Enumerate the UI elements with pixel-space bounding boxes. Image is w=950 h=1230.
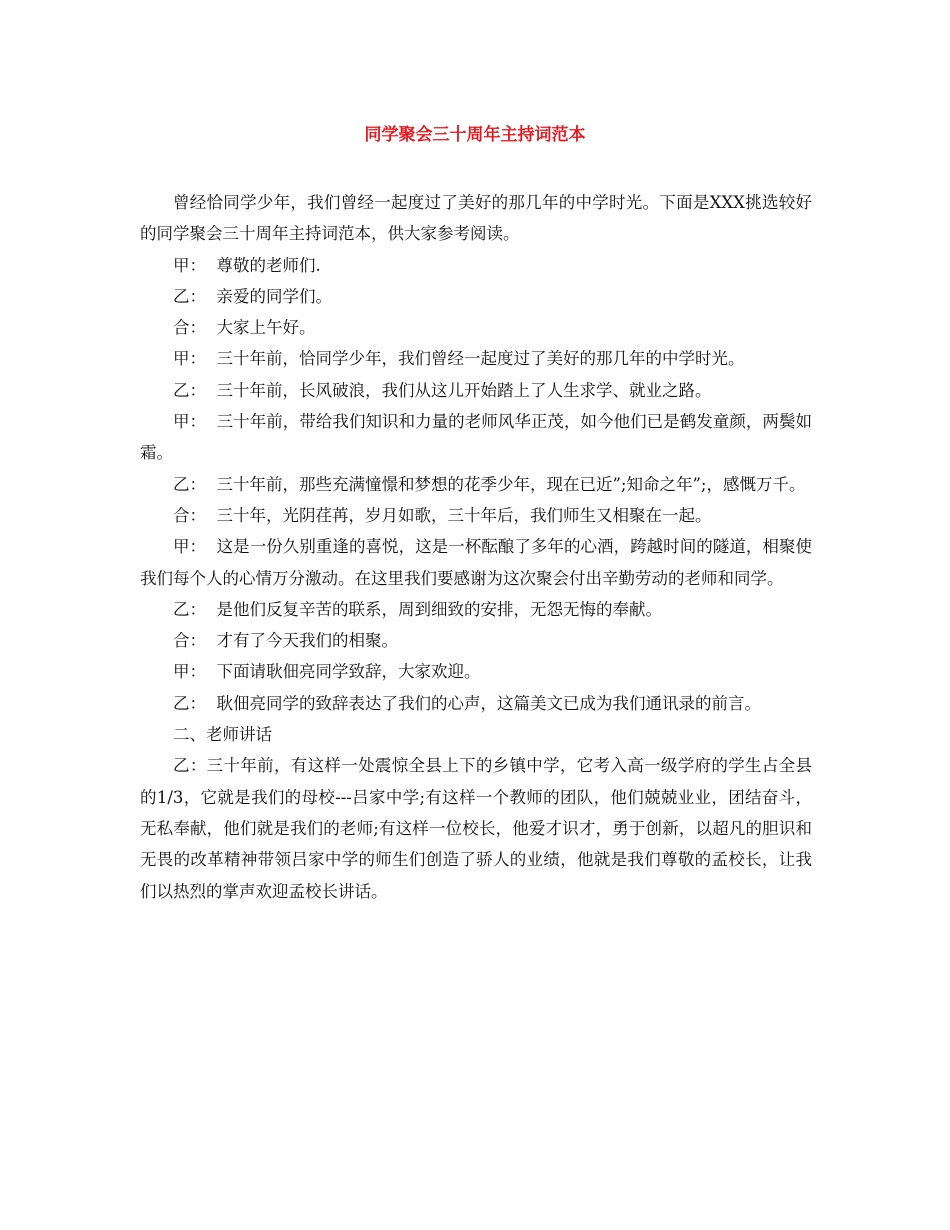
paragraph-yi-1: 乙： 亲爱的同学们。 — [173, 286, 332, 306]
paragraph-yi-6: 乙：三十年前，有这样一处震惊全县上下的乡镇中学，它考入高一级学府的学生占全县的1/3，它就是我们的母校---吕家中学;有这样一个教师的团队，他们兢兢业业，团结奋斗，无私奉献，他们就是我们的老师;有这样一位校长，他爱才识才，勇于创新，以超凡的胆识和无畏的改革精神带领吕家中学的师生们创造了骄人的业绩，他就是我们尊敬的孟校长，让我们以热烈的掌声欢迎孟校长讲话。 — [140, 756, 812, 901]
section-heading-teacher-speech: 二、老师讲话 — [173, 725, 272, 745]
paragraph-jia-1: 甲： 尊敬的老师们. — [173, 255, 321, 275]
paragraph-he-1: 合： 大家上午好。 — [173, 318, 316, 338]
paragraph-intro: 曾经恰同学少年，我们曾经一起度过了美好的那几年的中学时光。下面是XXX挑选较好的同学聚会三十周年主持词范本，供大家参考阅读。 — [140, 193, 812, 244]
document-title: 同学聚会三十周年主持词范本 — [364, 125, 586, 145]
paragraph-jia-4: 甲： 这是一份久别重逢的喜悦，这是一杯酝酿了多年的心酒，跨越时间的隧道，相聚使我们每个人的心情万分激动。在这里我们要感谢为这次聚会付出辛勤劳动的老师和同学。 — [140, 537, 812, 588]
paragraph-yi-3: 乙： 三十年前，那些充满憧憬和梦想的花季少年，现在已近”;知命之年”;，感慨万千。 — [173, 474, 806, 494]
paragraph-jia-5: 甲： 下面请耿佃亮同学致辞，大家欢迎。 — [173, 662, 481, 682]
paragraph-yi-4: 乙： 是他们反复辛苦的联系，周到细致的安排，无怨无悔的奉献。 — [173, 599, 662, 619]
paragraph-he-2: 合： 三十年，光阴荏苒，岁月如歌，三十年后，我们师生又相聚在一起。 — [173, 505, 712, 525]
paragraph-jia-3: 甲： 三十年前，带给我们知识和力量的老师风华正茂，如今他们已是鹤发童颜，两鬓如霜。 — [140, 412, 812, 463]
paragraph-he-3: 合： 才有了今天我们的相聚。 — [173, 631, 398, 651]
paragraph-yi-2: 乙： 三十年前，长风破浪，我们从这儿开始踏上了人生求学、就业之路。 — [173, 380, 712, 400]
document-body — [140, 187, 812, 907]
paragraph-jia-2: 甲： 三十年前，恰同学少年，我们曾经一起度过了美好的那几年的中学时光。 — [173, 349, 745, 369]
paragraph-yi-5: 乙： 耿佃亮同学的致辞表达了我们的心声，这篇美文已成为我们通讯录的前言。 — [173, 693, 761, 713]
